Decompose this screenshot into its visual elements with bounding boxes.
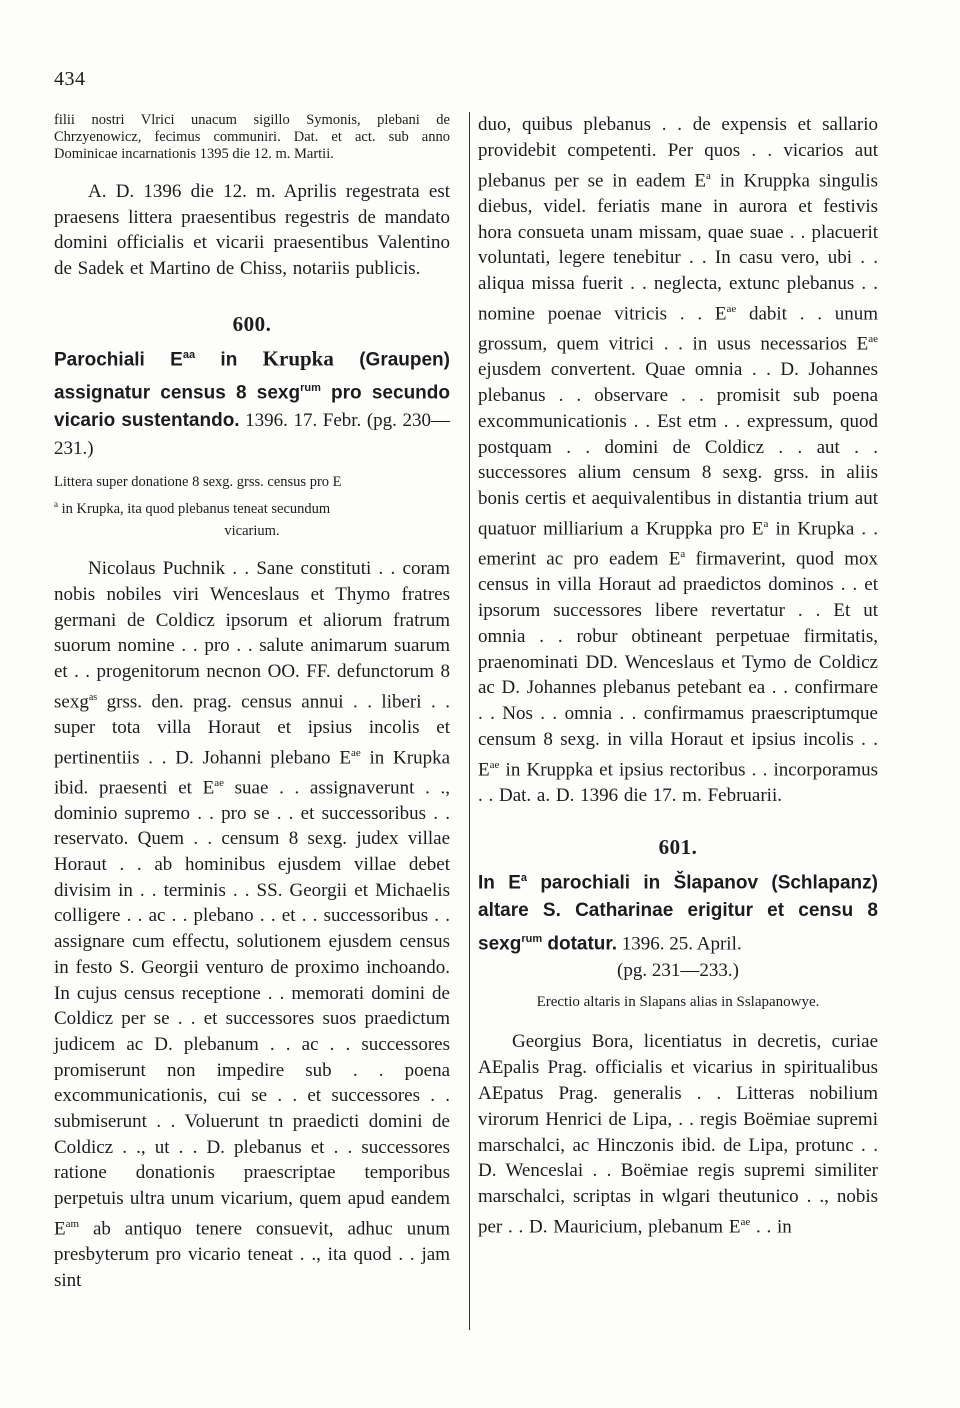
registration-note: A. D. 1396 die 12. m. Aprilis regestrata est praesens littera praesentibus regestris de mandato domini officialis et vicarii praesentibus Valentino de Sadek et Martino de Chiss, notariis publicis. <box>54 181 450 280</box>
right-column <box>478 112 878 1240</box>
column-divider <box>469 112 470 1330</box>
document-601-number: 601. <box>658 834 698 859</box>
document-600-number: 600. <box>232 311 272 336</box>
previous-document-ending: filii nostri Vlrici unacum sigillo Symonis, plebani de Chrzyenowicz, fecimus communiri. Dat. et act. sub anno Dominicae incarnationis 1395 die 12. m. Martii. <box>54 112 450 162</box>
document-601-title: In $E^a$ parochiali in Šlapanov (Schlapanz) altare S. Catharinae erigitur et censu 8 sexg$^{rum}$ dotatur. 1396. 25. April. <box>478 871 878 955</box>
page-number: 434 <box>54 68 86 90</box>
document-601-page-reference: (pg. 231—233.) <box>617 960 739 982</box>
document-601-text: Georgius Bora, licentiatus in decretis, curiae AEpalis Prag. officialis et vicarius in spiritualibus AEpatus Prag. generalis . . Litteras nobilium virorum Henrici de Lipa, . . regis Boëmiae supremi marschalci, ac Hinczonis ibid. de Lipa, protunc . . D. Wenceslai . . Boëmiae regis supremi similiter marschalci, scriptas in wlgari theutunico . ., nobis per . . D. Mauricium, plebanum $E^{ae}$ . . in <box>478 1031 878 1238</box>
left-column <box>54 112 450 1293</box>
document-600-title: Parochiali $E^{aa}$ in Krupka (Graupen) assignatur census 8 sexg$^{rum}$ pro secundo vicario sustentando. 1396. 17. Febr. (pg. 230—231.) <box>54 346 450 460</box>
document-600-text: Nicolaus Puchnik . . Sane constituti . . coram nobis nobiles viri Wenceslaus et Thymo fratres germani de Coldicz ipsorum et aliorum fratrum suorum nomine . . pro . . salute animarum suarum et . . progenitorum necnon OO. FF. defunctorum 8 sexg$^{as}$ grss. den. prag. census annui . . liberi . . super tota villa Horaut et ipsius incolis et pertinentiis . . D. Johanni plebano $E^{ae}$ in Krupka ibid. praesenti et $E^{ae}$ suae . . assignaverunt . ., dominio supremo . . pro se . . et successoribus . . reservato. Quem . . censum 8 sexg. judex villae Horaut . . ab hominibus ejusdem villae debet divisim in . . terminis . . SS. Georgii et Michaelis colligere . . ac . . plebano . . et . . successoribus . . assignare cum effectu, solutionem ejusdem census in festo S. Georgii venturo de proximo inchoando. In cujus census receptione . . memorati domini de Coldicz per se . . et successores suos praedictum judicem ac D. plebanum . . ac . . successores promiserunt non impedire sub . . poena excommunicationis, cui se . . et successores . . submiserunt . . Voluerunt tn praedicti domini de Coldicz . ., ut . . D. plebanus et . . successores ratione donationis praescriptae temporibus perpetuis ultra unum vicarium, quem apud eandem $E^{am}$ ab antiquo tenere consuevit, adhuc unum presbyterum pro vicario teneat . ., ita quod . . jam sint <box>54 558 451 1291</box>
document-601-regest: Erectio altaris in Slapans alias in Sslapanowye. <box>536 994 820 1011</box>
document-600-continuation: duo, quibus plebanus . . de expensis et sallario providebit competenti. Per quos . . vicarios aut plebanus per se in eadem $E^a$ in Kruppka singulis diebus, videl. feriatis mane in aurora et festivis hora consueta unam missam, quae suae . . placuerit voluntati, legere tenebitur . . In casu vero, ubi . . aliqua missa fuerit . . neglecta, extunc plebanus . . nomine poenae vitricis . . $E^{ae}$ dabit . . unum grossum, quem vitrici . . in usus necessarios $E^{ae}$ ejusdem convertent. Quae omnia . . D. Johannes plebanus . . observare . . promisit sub poena excommunicationis . . Est etm . . expressum, quod postquam . . domini de Coldicz . . aut . . successores alium censum 8 sexg. grss. in aliis bonis certis et aequivalentibus in distantia trium aut quatuor milliarium a Kruppka pro $E^a$ in Krupka . . emerint ac pro eadem $E^a$ firmaverint, quod mox census in villa Horaut ad praedictos dominos . . et ipsorum successores libere revertatur . . Et ut omnia . . robur obtineant perpetuae firmitatis, praenominati DD. Wenceslaus et Tymo de Coldicz ac D. Johannes plebanus petebant ea . . confirmare . . Nos . . omnia . . confirmamus praescriptumque censum 8 sexg. in villa Horaut et ipsius incolis . . $E^{ae}$ in Kruppka et ipsius rectoribus . . incorporamus . . Dat. a. D. 1396 die 17. m. Februarii. <box>478 114 878 806</box>
document-600-regest: Littera super donatione 8 sexg. grss. census pro E $^a$ in Krupka, ita quod plebanus teneat secundum vicarium. <box>54 474 342 540</box>
